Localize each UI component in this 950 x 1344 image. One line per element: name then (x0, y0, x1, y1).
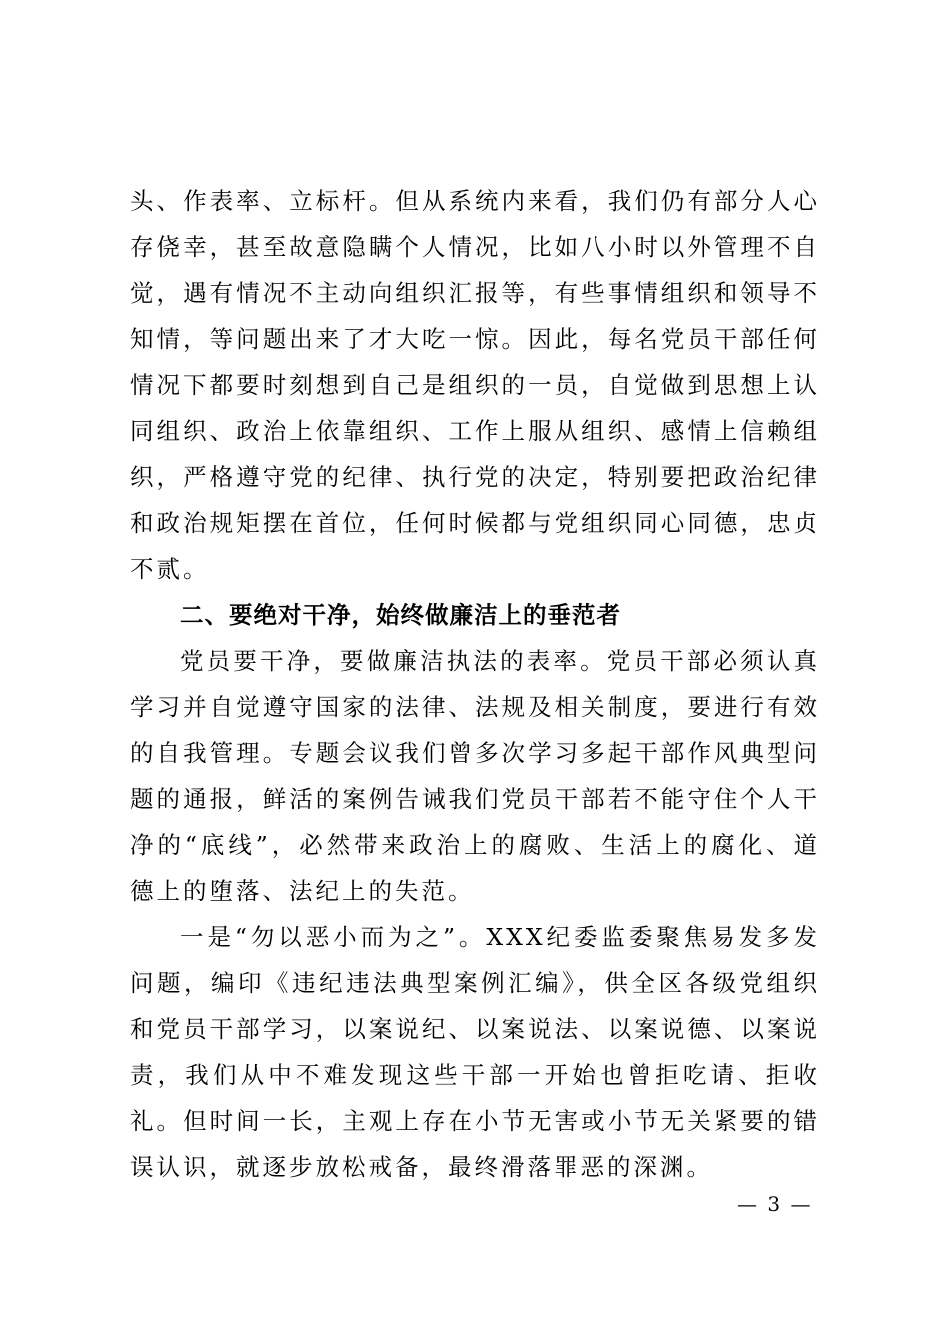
paragraph-continuation: 头、作表率、立标杆。但从系统内来看，我们仍有部分人心存侥幸，甚至故意隐瞒个人情况，比如八小时以外管理不自觉，遇有情况不主动向组织汇报等，有些事情组织和领导不知情，等问题出来了才大吃一惊。因此，每名党员干部任何情况下都要时刻想到自己是组织的一员，自觉做到思想上认同组织、政治上依靠组织、工作上服从组织、感情上信赖组织，严格遵守党的纪律、执行党的决定，特别要把政治纪律和政治规矩摆在首位，任何时候都与党组织同心同德，忠贞不贰。 (130, 187, 820, 583)
paragraph-clean: 党员要干净，要做廉洁执法的表率。党员干部必须认真学习并自觉遵守国家的法律、法规及相关制度，要进行有效的自我管理。专题会议我们曾多次学习多起干部作风典型问题的通报，鲜活的案例告诫我们党员干部若不能守住个人干净的“底线”，必然带来政治上的腐败、生活上的腐化、道德上的堕落、法纪上的失范。 (130, 647, 820, 905)
page-number: — 3 — (737, 1192, 813, 1216)
paragraph-first-point: 一是“勿以恶小而为之”。XXX纪委监委聚焦易发多发问题，编印《违纪违法典型案例汇编》，供全区各级党组织和党员干部学习，以案说纪、以案说法、以案说德、以案说责，我们从中不难发现这些干部一开始也曾拒吃请、拒收礼。但时间一长，主观上存在小节无害或小节无关紧要的错误认识，就逐步放松戒备，最终滑落罪恶的深渊。 (130, 923, 820, 1181)
section-heading: 二、要绝对干净，始终做廉洁上的垂范者 (180, 601, 621, 629)
document-body (130, 178, 820, 1190)
